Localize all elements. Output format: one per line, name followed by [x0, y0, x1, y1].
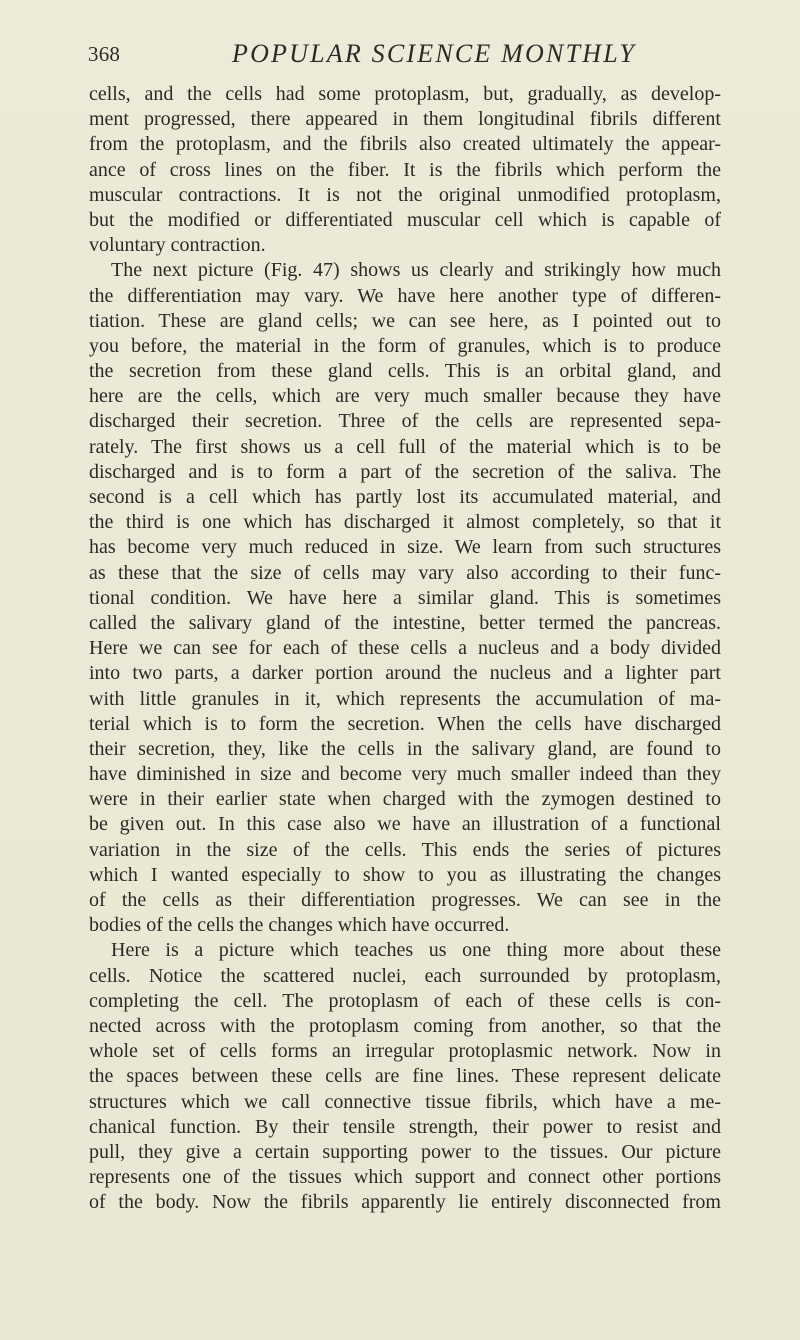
text-line: their secretion, they, like the cells in the salivary gland, are found to [89, 737, 721, 760]
text-line: the differentiation may vary. We have here another type of differen- [89, 284, 721, 307]
text-line: from the protoplasm, and the fibrils also created ultimately the appear- [89, 133, 721, 156]
text-line: you before, the material in the form of granules, which is to produce [89, 334, 721, 357]
page-header [88, 36, 720, 72]
text-line: which I wanted especially to show to you as illustrating the changes [89, 863, 721, 886]
running-title: POPULAR SCIENCE MONTHLY [232, 39, 636, 68]
text-line: the spaces between these cells are fine lines. These represent delicate [89, 1065, 721, 1088]
text-line: with little granules in it, which represents the accumulation of ma- [89, 687, 721, 710]
text-line: tional condition. We have here a similar gland. This is sometimes [89, 586, 721, 609]
text-line: ment progressed, there appeared in them longitudinal fibrils different [89, 108, 721, 131]
text-line: bodies of the cells the changes which have occurred. [89, 914, 510, 937]
text-line: were in their earlier state when charged with the zymogen destined to [89, 788, 721, 811]
text-line: here are the cells, which are very much smaller because they have [89, 385, 721, 408]
text-line: into two parts, a darker portion around the nucleus and a lighter part [89, 662, 721, 685]
text-line: structures which we call connective tissue fibrils, which have a me- [89, 1090, 721, 1113]
text-line: variation in the size of the cells. This ends the series of pictures [89, 838, 721, 861]
text-line: Here we can see for each of these cells a nucleus and a body divided [89, 637, 721, 660]
text-line: represents one of the tissues which support and connect other portions [89, 1166, 721, 1189]
text-line: be given out. In this case also we have an illustration of a functional [89, 813, 721, 836]
text-line: the third is one which has discharged it almost completely, so that it [89, 511, 721, 534]
text-line: of the cells as their differentiation progresses. We can see in the [89, 889, 721, 911]
text-line: discharged their secretion. Three of the cells are represented sepa- [89, 410, 721, 433]
text-line: tiation. These are gland cells; we can see here, as I pointed out to [89, 309, 721, 332]
text-line: cells, and the cells had some protoplasm, but, gradually, as develop- [89, 83, 721, 105]
text-line: the secretion from these gland cells. This is an orbital gland, and [89, 360, 721, 383]
text-line: of the body. Now the fibrils apparently lie entirely disconnected from [89, 1191, 721, 1214]
text-line: second is a cell which has partly lost its accumulated material, and [89, 486, 721, 508]
text-line: as these that the size of cells may vary also according to their func- [89, 561, 721, 584]
text-line: but the modified or differentiated muscular cell which is capable of [89, 208, 721, 231]
body-text [89, 82, 721, 1215]
text-line: has become very much reduced in size. We learn from such structures [89, 536, 721, 559]
text-line: chanical function. By their tensile strength, their power to resist and [89, 1115, 721, 1138]
text-line: cells. Notice the scattered nuclei, each surrounded by protoplasm, [89, 964, 721, 987]
text-line: completing the cell. The protoplasm of each of these cells is con- [89, 989, 721, 1012]
text-line: voluntary contraction. [89, 234, 266, 257]
text-line: discharged and is to form a part of the secretion of the saliva. The [89, 460, 721, 483]
text-line: called the salivary gland of the intestine, better termed the pancreas. [89, 611, 721, 634]
text-line: pull, they give a certain supporting power to the tissues. Our picture [89, 1140, 721, 1163]
paragraph-start-line: The next picture (Fig. 47) shows us clearly and strikingly how much [111, 259, 721, 282]
text-line: muscular contractions. It is not the original unmodified protoplasm, [89, 183, 721, 206]
text-line: rately. The first shows us a cell full of the material which is to be [89, 435, 721, 458]
text-line: have diminished in size and become very much smaller indeed than they [89, 763, 721, 786]
text-line: ance of cross lines on the fiber. It is the fibrils which perform the [89, 158, 721, 181]
text-line: terial which is to form the secretion. When the cells have discharged [89, 712, 721, 735]
page-number: 368 [88, 42, 121, 66]
text-line: nected across with the protoplasm coming from another, so that the [89, 1014, 721, 1037]
paragraph-start-line: Here is a picture which teaches us one thing more about these [111, 939, 721, 962]
text-line: whole set of cells forms an irregular protoplasmic network. Now in [89, 1040, 721, 1063]
